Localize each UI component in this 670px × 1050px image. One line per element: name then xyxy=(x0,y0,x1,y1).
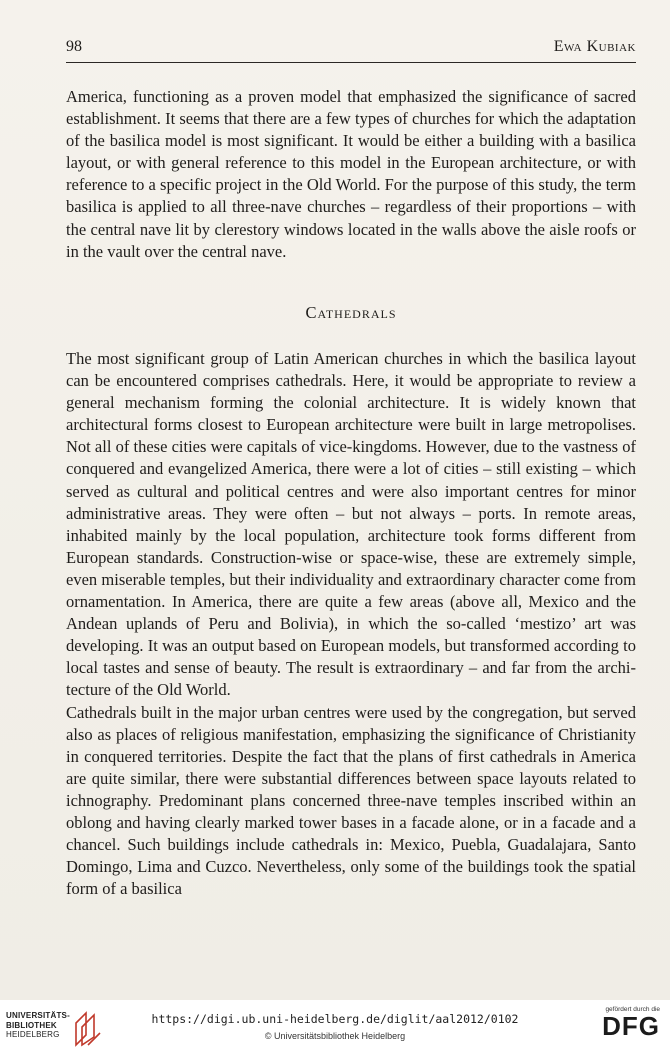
body-paragraph-1: The most significant group of Latin American churches in which the basilica layout can be encountered comprises cathedrals. Here, it would be appropriate to review a general mechanism forming the colonial architecture. It is widely known that architectural forms closest to European architecture were built in large metropolises. Not all of these cities were capitals of vice-kingdoms. However, due to the vastness of conquered and evangelized America, there were a lot of cities – still existing – which served as cultural and political centres and were also important centres for minor administrative areas. They were often – but not always – ports. In remote areas, inhabited mainly by the local population, architecture took forms different from European standards. Construction-wise or space-wise, these are extremely simple, even miserable temples, but their individuality and extraordinary character come from ornamentation. In America, there are quite a few areas (above all, Mexico and the Andean uplands of Peru and Bolivia), in which the so-called ‘mestizo’ art was developing. It was an output based on European models, but transformed according to local tastes and sense of beauty. The result is extraordinary – and far from the architecture of the Old World. xyxy=(66,349,636,700)
intro-paragraph-block xyxy=(66,86,636,263)
logo-line-3: HEIDELBERG xyxy=(6,1030,60,1039)
logo-line-2: BIBLIOTHEK xyxy=(6,1020,57,1030)
page-header xyxy=(66,38,636,63)
body-paragraph-2: Cathedrals built in the major urban centres were used by the congregation, but served also as places of religious manifestation, emphasizing the significance of Christianity in conquered territories. Despite the fact that the plans of first cathedrals in America are quite similar, there were substantial differences between space layouts related to ichnography. Predominant plans concerned three-nave temples inscribed within an oblong and having clearly marked tower bases in a facade alone, or in a facade and a chancel. Such buildings include cathedrals in: Mexico, Puebla, Guadalajara, Santo Domingo, Lima and Cuzco. Nevertheless, only some of the buildings took the spatial form of a basilica xyxy=(66,702,636,899)
dfg-wordmark: DFG xyxy=(602,1011,660,1041)
copyright-notice: © Universitätsbibliothek Heidelberg xyxy=(264,1031,406,1041)
digitization-footer xyxy=(0,1000,670,1050)
logo-line-1: UNIVERSITÄTS- xyxy=(6,1011,70,1020)
intro-paragraph: America, functioning as a proven model that emphasized the significance of sacred establishment. It seems that there are a few types of churches for which the adaptation of the basilica model is most significant. It would be either a building with a basilica layout, or with general reference to this model in the European architecture, or with reference to a specific project in the Old World. For the purpose of this study, the term basilica is applied to all three-nave churches – regardless of their proportions – with the central nave lit by clerestory windows located in the walls above the aisle roofs or in the vault over the central nave. xyxy=(66,87,636,261)
running-head-author: Ewa Kubiak xyxy=(553,38,636,55)
permalink-url[interactable]: https://digi.ub.uni-heidelberg.de/diglit/aal2012/0102 xyxy=(151,1012,519,1026)
dfg-logo[interactable] xyxy=(580,1006,660,1046)
page-number: 98 xyxy=(66,38,82,55)
section-body xyxy=(66,348,636,900)
section-heading: Cathedrals xyxy=(305,303,397,322)
dfg-funding-note: gefördert durch die xyxy=(605,1006,660,1013)
